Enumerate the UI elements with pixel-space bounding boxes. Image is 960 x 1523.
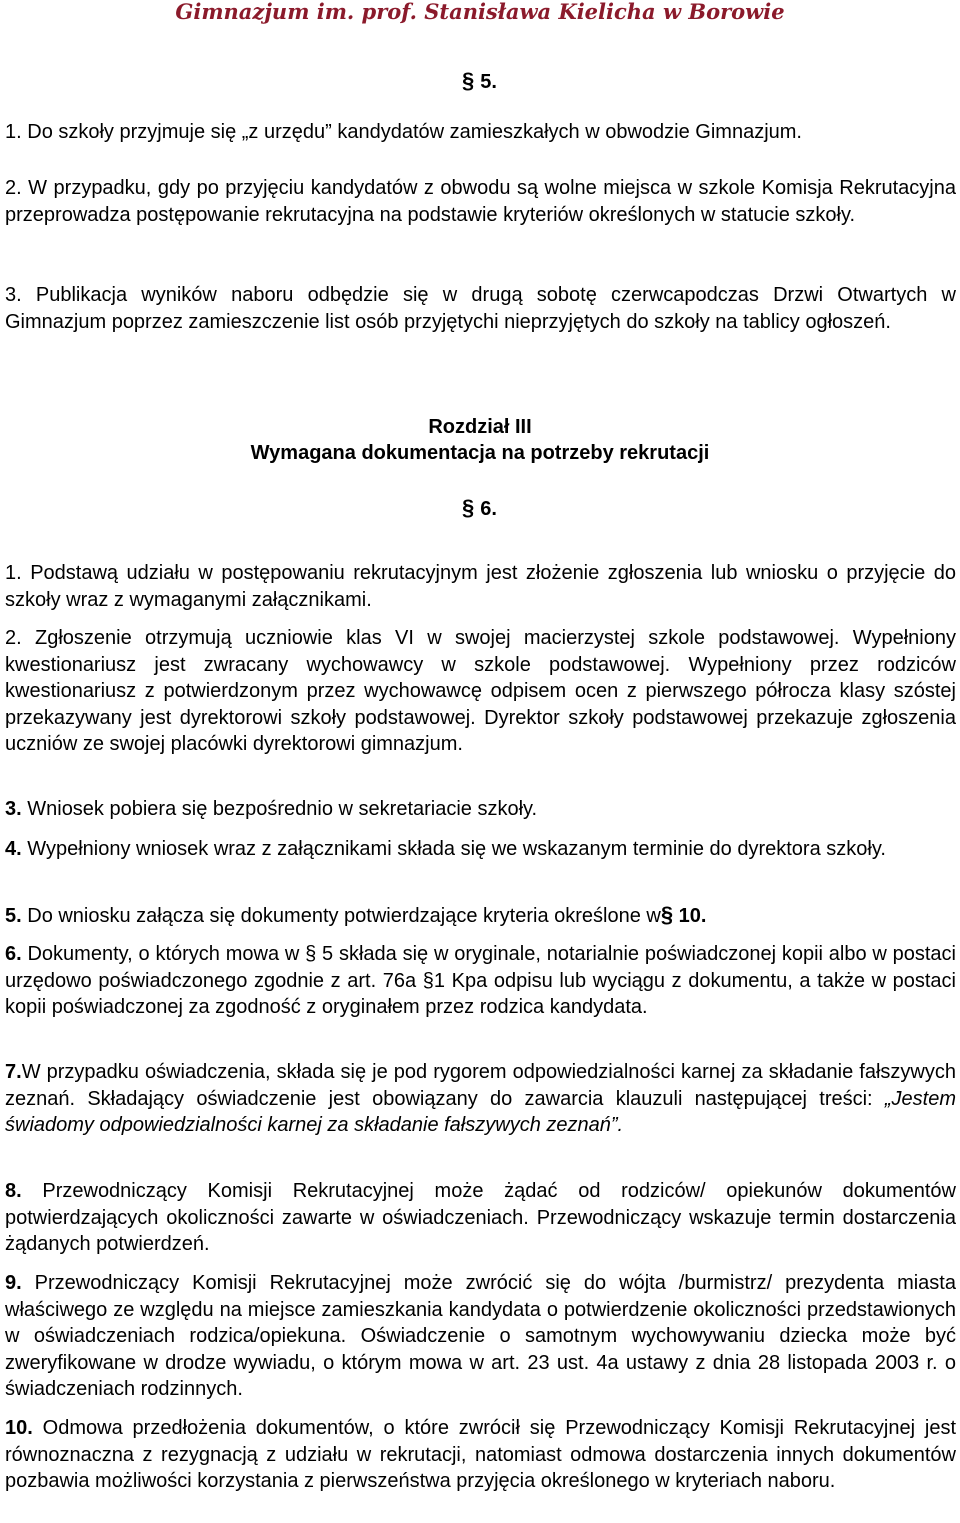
- paragraph-6-5: 5. Do wniosku załącza się dokumenty potwierdzające kryteria określone w§ 10.: [5, 902, 707, 927]
- paragraph-6-6: 6. Dokumenty, o których mowa w § 5 składa się w oryginale, notarialnie poświadczonej kopii albo w postaci urzędowo poświadczonego zgodnie z art. 76a §1 Kpa odpisu lub wyciągu z dokumentu, a także w postaci kopii poświadczonej za zgodność z oryginałem przez rodzica kandydata.: [5, 943, 956, 1018]
- section-sign: §: [462, 68, 475, 93]
- paragraph-5-2: 2. W przypadku, gdy po przyjęciu kandydatów z obwodu są wolne miejsca w szkole Komisja Rekrutacyjna przeprowadza postępowanie rekrutacyjna na podstawie kryteriów określonych w statucie szkoły.: [5, 177, 956, 226]
- paragraph-6-1: 1. Podstawą udziału w postępowaniu rekrutacyjnym jest złożenie zgłoszenia lub wniosku o przyjęcie do szkoły wraz z wymaganymi załącznikami.: [5, 562, 956, 611]
- section-sign: §: [462, 495, 475, 520]
- paragraph-6-3: 3. Wniosek pobiera się bezpośrednio w sekretariacie szkoły.: [5, 798, 538, 820]
- paragraph-6-8: 8. Przewodniczący Komisji Rekrutacyjnej może żądać od rodziców/ opiekunów dokumentów potwierdzających okoliczności zawarte w oświadczeniach. Przewodniczący wskazuje termin dostarczenia żądanych potwierdzeń.: [5, 1180, 956, 1255]
- page-header: Gimnazjum im. prof. Stanisława Kielicha w Borowie: [175, 0, 785, 24]
- section-sign: §: [660, 902, 674, 927]
- clause-quote: „Jestem świadomy odpowiedzialności karnej za składanie fałszywych zeznań”.: [5, 1087, 956, 1136]
- paragraph-6-2: 2. Zgłoszenie otrzymują uczniowie klas VI w swojej macierzystej szkole podstawowej. Wypełniony kwestionariusz jest zwracany wychowawcy w szkole podstawowej. Wypełniony przez rodziców kwestionariusz z potwierdzonym przez wychowawcę odpisem ocen z pierwszego półrocza klasy szóstej przekazywany jest dyrektorowi szkoły podstawowej. Dyrektor szkoły podstawowej przekazuje zgłoszenia uczniów ze swojej placówki dyrektorowi gimnazjum.: [5, 627, 956, 755]
- paragraph-6-7: 7.W przypadku oświadczenia, składa się je pod rygorem odpowiedzialności karnej za składanie fałszywych zeznań. Składający oświadczenie jest obowiązany do zawarcia klauzuli następującej treści: „Jestem świadomy odpowiedzialności karnej za składanie fałszywych zeznań”.: [5, 1061, 956, 1136]
- section-5-heading: [462, 68, 497, 94]
- section-number: 5.: [480, 71, 497, 93]
- paragraph-6-4: 4. Wypełniony wniosek wraz z załącznikami składa się we wskazanym terminie do dyrektora szkoły.: [5, 838, 886, 860]
- chapter-title: Rozdział III Wymagana dokumentacja na potrzeby rekrutacji: [250, 416, 710, 464]
- section-number: 6.: [480, 498, 497, 520]
- section-6-heading: [462, 495, 497, 521]
- paragraph-5-3: 3. Publikacja wyników naboru odbędzie się w drugą sobotę czerwcapodczas Drzwi Otwartych w Gimnazjum poprzez zamieszczenie list osób przyjętychi nieprzyjętych do szkoły na tablicy ogłoszeń.: [5, 284, 956, 333]
- paragraph-6-10: 10. Odmowa przedłożenia dokumentów, o które zwrócił się Przewodniczący Komisji Rekrutacyjnej jest równoznaczna z rezygnacją z udziału w rekrutacji, natomiast odmowa dostarczenia innych dokumentów pozbawia możliwości korzystania z pierwszeństwa przyjęcia określonego w kryteriach naboru.: [5, 1417, 956, 1492]
- paragraph-6-9: 9. Przewodniczący Komisji Rekrutacyjnej może zwrócić się do wójta /burmistrz/ prezydenta miasta właściwego ze względu na miejsce zamieszkania kandydata o potwierdzenie okoliczności przedstawionych w oświadczeniach rodzica/opiekuna. Oświadczenie o samotnym wychowywaniu dziecka może być zweryfikowane w drodze wywiadu, o którym mowa w art. 23 ust. 4a ustawy z dnia 28 listopada 2003 r. o świadczeniach rodzinnych.: [5, 1272, 956, 1400]
- paragraph-5-1: 1. Do szkoły przyjmuje się „z urzędu” kandydatów zamieszkałych w obwodzie Gimnazjum.: [5, 121, 802, 143]
